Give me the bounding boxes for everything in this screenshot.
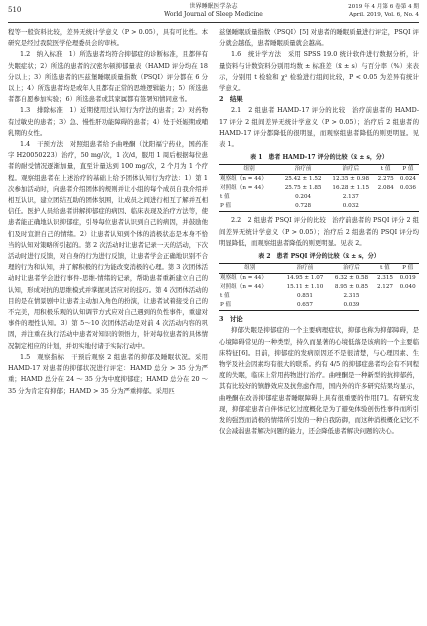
issue-info	[348, 3, 419, 19]
table-1	[219, 164, 419, 212]
table-cell: 0.728	[279, 202, 327, 212]
table-cell: 观察组（n = 44）	[220, 176, 267, 183]
table-row	[219, 283, 419, 292]
issue-info-en: April. 2019, Vol. 6, No. 4	[349, 12, 419, 18]
table-header-cell: 治疗后	[327, 165, 375, 175]
table-cell	[396, 292, 419, 301]
table-cell	[374, 301, 397, 311]
paragraph-intervention: 1.4 干预方法 对照组患者给予曲唑酮（沈阳福宁药业，国药准字 H20050223）治疗，50 mg/次，1 次/d，服用 1 周后根据每位患者的耐受情况逐渐加量，直至计量达到 100 mg/次，2 个月为 1 个疗程。观察组患者在上述治疗的基础上给予团体认知行为疗法：1）第 1 次参加活动时，向患者介绍团体的规则并让小组的每个成员自我介绍并相互认识，建立团结互助的团体氛围，让成员之间进行相互了解并互相信任。医护人员给患者讲解抑郁症的病因、临床表现及治疗方法等，使患者能正确地认识抑郁症，引导每位患者认识到自己的病因，并鼓励他们及时宣泄自己的情绪。2）让患者认知到个体的消极状态是本身不恰当的认知对策略所引起的。第 2 次活动时让患者记录一天的活动，下次活动时进行反馈，对自身的行为进行反馈，让患者学会正确地识别不合理的行为和认知，并了解积极的行为能改变消极的心理。第 3 次团体活动时让患者学会进行事件-思维-情绪的记录，帮助患者重新建立自己的认知，形成对抗的思维模式并掌握灵活应对的技巧。第 4 次团体活动的目的是在情景剧中让患者主动加入角色的扮演，让患者试着接受自己的不完美，用积极乐观的认知调节方式应对自己遇到的负性事件，重建对事件的理性认知。3）第 5～10 次团体活动是对前 4 次活动内容的巩固，并注重在执行活动中患者对知识的领悟力，针对每位患者的具体情况制定相应的计划，并切实地付诸于实际行动中。	[8, 140, 208, 350]
paragraph-psqi-comparison: 2.2 2 组患者 PSQI 评分的比较 治疗前患者的 PSQI 评分 2 组间差异无统计学意义（P > 0.05）；治疗后 2 组患者的 PSQI 评分均明显降低，而观察组患者降低的则更明显。见表 2。	[219, 216, 419, 247]
table-cell: 6.32 ± 0.58	[334, 275, 369, 282]
table-row	[219, 184, 419, 193]
table-header-cell: 组别	[219, 165, 279, 175]
table-cell: 25.42 ± 1.52	[284, 176, 322, 183]
page-number: 510	[8, 6, 22, 14]
table-cell: 0.039	[329, 301, 373, 311]
table-header-cell: 治疗后	[329, 264, 373, 274]
table-header-cell: 治疗前	[281, 264, 330, 274]
issue-info-cn: 2019 年 4 月第 6 卷第 4 期	[348, 4, 419, 10]
table-header-cell: P 值	[397, 165, 419, 175]
table-cell: 25.75 ± 1.85	[284, 185, 322, 192]
paragraph: 程等一般资料比较，差异无统计学意义（P > 0.05），具有可比性。本研究是经过我院医学伦理委员会的审核。	[8, 28, 208, 48]
table-row	[219, 193, 419, 202]
paragraph: 兹堡睡眠质量指数（PSQI）[5] 对患者的睡眠质量进行评定，PSQI 评分就会越低，患者睡眠质量就会越高。	[219, 28, 419, 48]
journal-title-en: World Journal of Sleep Medicine	[164, 11, 263, 18]
table-cell: P 值	[219, 301, 281, 311]
left-column	[8, 27, 208, 397]
table-cell: 对照组（n = 44）	[220, 284, 267, 291]
journal-title-cn: 世界睡眠医学杂志	[189, 3, 238, 10]
section-heading-discussion: 3 讨论	[219, 315, 243, 324]
table-cell: 2.275	[377, 176, 394, 183]
table-row	[219, 202, 419, 212]
table-header-cell: P 值	[396, 264, 419, 274]
table-cell	[397, 193, 419, 202]
table-1-caption: 表 1 患者 HAMD-17 评分的比较（x̄ ± s，分）	[250, 154, 388, 162]
table-header-cell: t 值	[375, 165, 397, 175]
table-cell	[375, 202, 397, 212]
table-cell: 0.204	[295, 194, 312, 201]
paragraph-exclusion-criteria: 1.3 排除标准 1）近期使用过认知行为疗法的患者；2）对药物有过敏史的患者；3）急、慢性肝功能障碍的患者；4）处于妊娠期或哺乳期的女性。	[8, 106, 208, 137]
table-cell: 2.127	[376, 284, 393, 291]
table-cell: 2.084	[377, 185, 394, 192]
table-cell: 对照组（n = 44）	[220, 185, 267, 192]
table-cell: 2.315	[376, 275, 393, 282]
table-cell: 15.11 ± 1.10	[286, 284, 324, 291]
table-row	[219, 175, 419, 185]
paragraph-inclusion-criteria: 1.2 纳入标准 1）所选患者均符合抑郁症的诊断标准，且都伴有失眠症状；2）所选的患者的汉密尔顿抑郁量表（HAMD 评分均在 18 分以上；3）所选患者的匹兹堡睡眠质量指数（PSQI）评分都在 6 分以上；4）所选患者均是或年人且都有正常的思维逻辑能力；5）所选患者都自愿参加实验；6）所选患者或其家属都有签署知情同意书。	[8, 50, 208, 104]
table-cell	[397, 202, 419, 212]
table-header-row	[219, 165, 419, 175]
paragraph-hamd-comparison: 2.1 2 组患者 HAMD-17 评分的比较 治疗前患者的 HAMD-17 评分 2 组间差异无统计学意义（P > 0.05）；治疗后 2 组患者的 HAMD-17 评分都降低的很明显，而观察组患者降低的则更明显。见表 1。	[219, 106, 419, 149]
table-cell: t 值	[220, 194, 230, 201]
table-header-cell: 治疗前	[279, 165, 327, 175]
table-header-cell: 组别	[219, 264, 281, 274]
table-cell: 0.851	[296, 293, 313, 300]
table-cell	[375, 193, 397, 202]
paragraph-statistics: 1.6 统计学方法 采用 SPSS 19.0 统计软件进行数据分析，计量资料与计数资料分别用均数 ± 标准差（x̄ ± s）与百分率（%）来表示，分别用 t 检验和 χ² 检验进行组间比较，P < 0.05 为差异有统计学意义。	[219, 50, 419, 93]
table-cell: 0.032	[327, 202, 375, 212]
paragraph-discussion: 抑郁失眠是抑郁症的一个主要病理症状，抑郁也称为抑郁障碍，是心境障碍常见的一种类型，持久而显著的心境低落是该病的一个主要临床特征[6]。目前，抑郁症的发病原因还不是很清楚，与心理因素、生物学及社会因素均有很大的联系。约有 4/5 的抑郁症患者均会有不同程度的失眠，临床上常用药物进行治疗。曲唑酮是一种新型的抗抑郁药，其有比较好的镇静效应及抗焦虑作用，国内外的许多研究结果均显示，曲唑酮在改善抑郁症患者睡眠障碍上具有很重要的作用[7]。有研究发现，抑郁症患者自伴体记忆过度概化是为了避免体验创伤性事件而所引发的强烈而消极的情绪所引发的一种自我防御，而这种消极概化记忆不仅会减弱患者解决问题的能力，还会降低患者解决问题的决心。	[219, 326, 419, 436]
table-cell: 2.137	[342, 194, 359, 201]
table-cell	[374, 292, 397, 301]
table-cell: 16.28 ± 1.15	[332, 185, 370, 192]
table-cell: t 值	[220, 293, 230, 300]
table-cell: 0.036	[399, 185, 416, 192]
table-cell: 观察组（n = 44）	[220, 275, 267, 282]
paragraph-observation-index: 1.5 观察指标 干预后观察 2 组患者的抑郁及睡眠状况。采用 HAMD-17 对患者的抑郁状况进行评定：HAMD 总分 > 35 分为严重；HAMD 总分在 24 ～ 35 分为中度抑郁症；HAMD 总分在 20 ～ 35 分为肯定有抑郁；HAMD > 35 分为严重抑郁。采用匹	[8, 352, 208, 395]
table-cell: 8.95 ± 0.85	[334, 284, 369, 291]
section-heading-results: 2 结果	[219, 95, 243, 104]
table-cell: 0.024	[399, 176, 416, 183]
table-header-cell: t 值	[374, 264, 397, 274]
header-rule	[8, 22, 419, 23]
page-header	[8, 3, 419, 23]
right-column	[219, 27, 419, 437]
table-row	[219, 301, 419, 311]
table-header-row	[219, 264, 419, 274]
table-cell: 14.95 ± 1.07	[286, 275, 324, 282]
table-cell: 12.35 ± 0.98	[332, 176, 370, 183]
table-2-caption: 表 2 患者 PSQI 评分的比较（x̄ ± s，分）	[258, 253, 380, 261]
table-cell: 0.657	[281, 301, 330, 311]
table-cell: 0.019	[399, 275, 416, 282]
table-row	[219, 274, 419, 284]
table-row	[219, 292, 419, 301]
table-cell: 0.040	[399, 284, 416, 291]
table-cell: P 值	[219, 202, 279, 212]
table-cell: 2.315	[343, 293, 360, 300]
table-cell	[396, 301, 419, 311]
table-2	[219, 263, 419, 311]
